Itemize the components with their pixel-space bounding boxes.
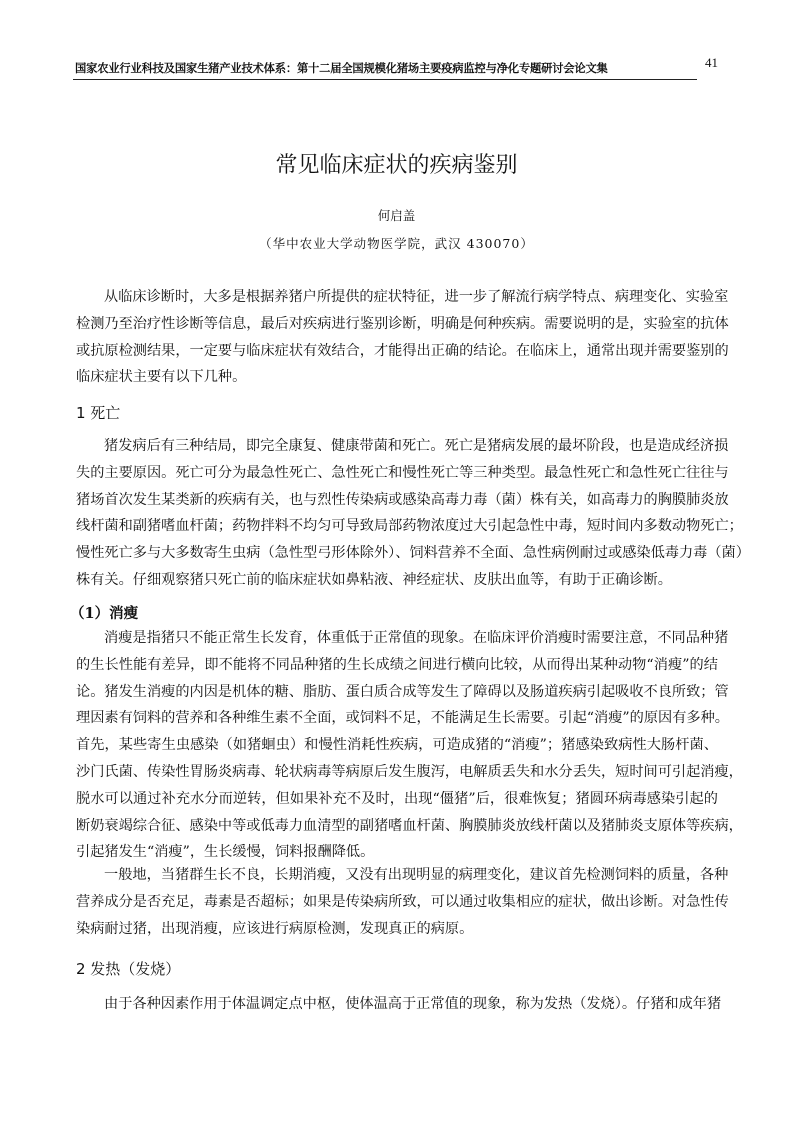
text-line: 引起猪发生“消瘦”，生长缓慢，饲料报酬降低。 bbox=[76, 844, 375, 861]
text-line: 消瘦是指猪只不能正常生长发育，体重低于正常值的现象。在临床评价消瘦时需要注意，不同品种猪 bbox=[104, 630, 729, 646]
fever-paragraph bbox=[76, 991, 722, 1018]
intro-paragraph bbox=[76, 284, 729, 391]
text-line: 由于各种因素作用于体温调定点中枢，使体温高于正常值的现象，称为发热（发烧）。仔猪和成年猪 bbox=[104, 996, 722, 1012]
text-line: 染病耐过猪，出现消瘦，应该进行病原检测，发现真正的病原。 bbox=[76, 920, 474, 937]
section-heading-death: 1 死亡 bbox=[76, 404, 121, 422]
text-line: 猪发病后有三种结局，即完全康复、健康带菌和死亡。死亡是猪病发展的最坏阶段，也是造成经济损 bbox=[104, 438, 729, 454]
text-line: 营养成分是否充足，毒素是否超标；如果是传染病所致，可以通过收集相应的症状，做出诊断。对急性传 bbox=[76, 893, 729, 910]
text-line: 论。猪发生消瘦的内因是机体的糖、脂肪、蛋白质合成等发生了障碍以及肠道疾病引起吸收不良所致；管 bbox=[76, 683, 729, 700]
running-header: 国家农业行业科技及国家生猪产业技术体系：第十二届全国规模化猪场主要疫病监控与净化专题研讨会论文集 bbox=[75, 62, 608, 75]
text-line: 首先，某些寄生虫感染（如猪蛔虫）和慢性消耗性疾病，可造成猪的“消瘦”；猪感染致病性大肠杆菌、 bbox=[76, 737, 718, 754]
text-line: 一般地，当猪群生长不良，长期消瘦，又没有出现明显的病理变化，建议首先检测饲料的质量，各种 bbox=[104, 867, 729, 883]
emaciation-paragraph bbox=[76, 625, 743, 866]
author: 何启盖 bbox=[377, 208, 416, 223]
text-line: 理因素有饲料的营养和各种维生素不全面，或饲料不足，不能满足生长需要。引起“消瘦”的原因有多种。 bbox=[76, 710, 729, 727]
text-line: 或抗原检测结果，一定要与临床症状有效结合，才能得出正确的结论。在临床上，通常出现并需要鉴别的 bbox=[76, 342, 729, 359]
death-paragraph bbox=[76, 433, 750, 594]
text-line: 慢性死亡多与大多数寄生虫病（急性型弓形体除外）、饲料营养不全面、急性病例耐过或感染低毒力毒（菌） bbox=[76, 545, 750, 562]
text-line: 检测乃至治疗性诊断等信息，最后对疾病进行鉴别诊断，明确是何种疾病。需要说明的是，实验室的抗体 bbox=[76, 315, 729, 332]
text-line: 断奶衰竭综合征、感染中等或低毒力血清型的副猪嗜血杆菌、胸膜肺炎放线杆菌以及猪肺炎支原体等疾病， bbox=[76, 817, 743, 834]
text-line: 沙门氏菌、传染性胃肠炎病毒、轮状病毒等病原后发生腹泻，电解质丢失和水分丢失，短时间可引起消瘦， bbox=[76, 763, 743, 780]
text-line: 线杆菌和副猪嗜血杆菌；药物拌料不均匀可导致局部药物浓度过大引起急性中毒，短时间内多数动物死亡； bbox=[76, 518, 743, 535]
text-line: 失的主要原因。死亡可分为最急性死亡、急性死亡和慢性死亡等三种类型。最急性死亡和急性死亡往往与 bbox=[76, 464, 729, 481]
header-rule bbox=[73, 79, 697, 80]
article-title: 常见临床症状的疾病鉴别 bbox=[275, 153, 518, 178]
affiliation: （华中农业大学动物医学院，武汉 430070） bbox=[259, 236, 534, 251]
text-line: 株有关。仔细观察猪只死亡前的临床症状如鼻粘液、神经症状、皮肤出血等，有助于正确诊断。 bbox=[76, 571, 672, 588]
section-heading-fever: 2 发热（发烧） bbox=[76, 960, 181, 978]
emaciation-paragraph-2 bbox=[76, 862, 729, 942]
text-line: 脱水可以通过补充水分而逆转，但如果补充不及时，出现“僵猪”后，很难恢复；猪圆环病毒感染引起的 bbox=[76, 790, 718, 807]
text-line: 猪场首次发生某类新的疾病有关，也与烈性传染病或感染高毒力毒（菌）株有关，如高毒力的胸膜肺炎放 bbox=[76, 491, 729, 508]
text-line: 临床症状主要有以下几种。 bbox=[76, 369, 247, 386]
text-line: 从临床诊断时，大多是根据养猪户所提供的症状特征，进一步了解流行病学特点、病理变化、实验室 bbox=[104, 289, 729, 305]
subheading-emaciation: （1）消瘦 bbox=[70, 605, 139, 622]
page-number: 41 bbox=[705, 55, 718, 70]
text-line: 的生长性能有差异，即不能将不同品种猪的生长成绩之间进行横向比较，从而得出某种动物“消瘦”的结 bbox=[76, 656, 718, 673]
